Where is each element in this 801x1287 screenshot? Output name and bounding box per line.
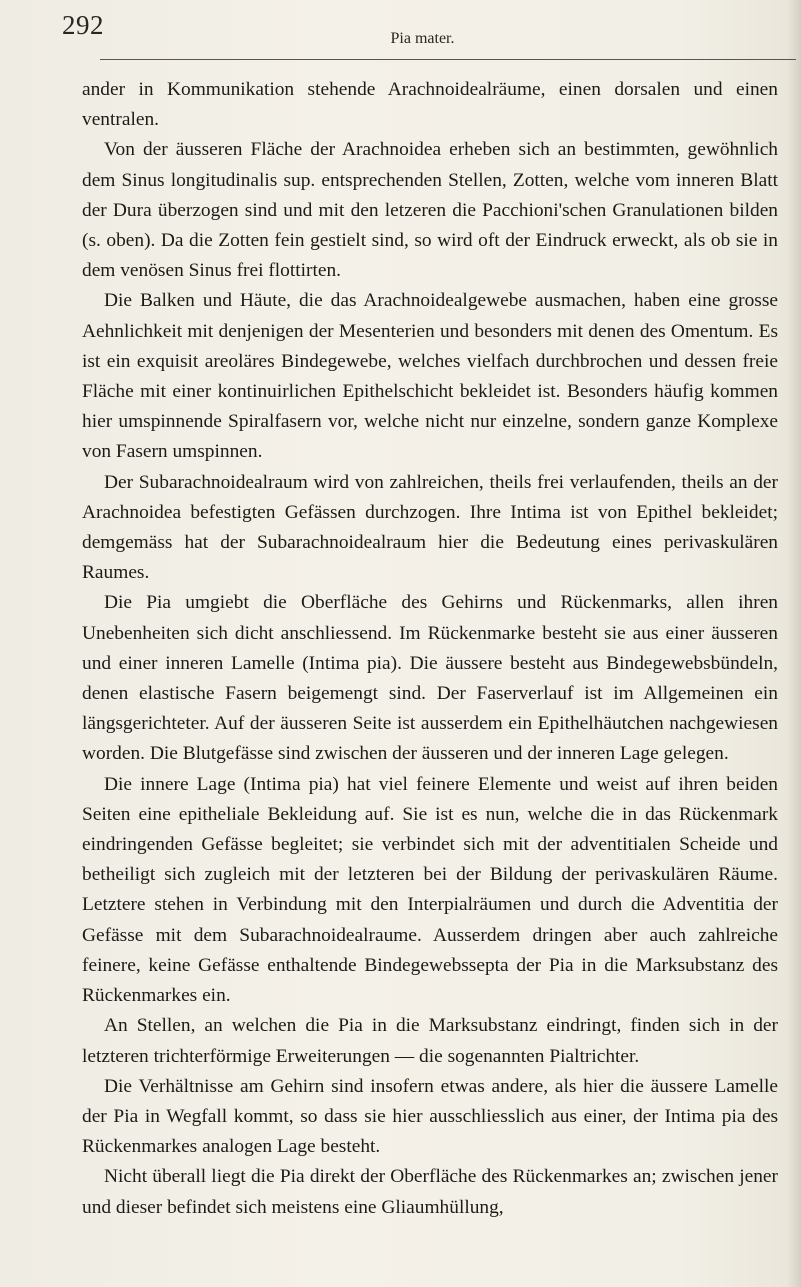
header-rule [100,59,796,60]
paragraph: Nicht überall liegt die Pia direkt der Oberfläche des Rückenmarkes an; zwischen jener und dieser befindet sich meistens eine Gliaumhüllung, [82,1166,778,1218]
paragraph: Die Pia umgiebt die Oberfläche des Gehirns und Rückenmarks, allen ihren Unebenheiten sich dicht anschliessend. Im Rückenmarke besteht sie aus einer äusseren und einer inneren Lamelle (Intima pia). Die äussere besteht aus Bindegewebsbündeln, denen elastische Fasern beigemengt sind. Der Faserverlauf ist im Allgemeinen ein längsgerichteter. Auf der äusseren Seite ist ausserdem ein Epithelhäutchen nachgewiesen worden. Die Blutgefässe sind zwischen der äusseren und der inneren Lage gelegen. [82,592,778,765]
paragraph: Die innere Lage (Intima pia) hat viel feinere Elemente und weist auf ihren beiden Seiten eine epitheliale Bekleidung auf. Sie ist es nun, welche die in das Rückenmark eindringenden Gefässe begleitet; sie verbindet sich mit der adventitialen Scheide und betheiligt sich zugleich mit der letzteren bei der Bildung der perivaskulären Räume. Letztere stehen in Verbindung mit den Interpialräumen und durch die Adventitia der Gefässe mit dem Subarachnoidealraume. Ausserdem dringen aber auch zahlreiche feinere, keine Gefässe enthaltende Bindegewebssepta der Pia in die Marksubstanz des Rückenmarkes ein. [82,773,778,1007]
paragraph: Der Subarachnoidealraum wird von zahlreichen, theils frei verlaufenden, theils an der Arachnoidea befestigten Gefässen durchzogen. Ihre Intima ist von Epithel bekleidet; demgemäss hat der Subarachnoidealraum hier die Bedeutung eines perivaskulären Raumes. [82,471,778,584]
paragraph: ander in Kommunikation stehende Arachnoidealräume, einen dorsalen und einen ventralen. [82,79,778,131]
page-edge-shadow [787,0,801,1287]
running-head-title: Pia mater. [390,30,455,47]
running-head [0,30,801,48]
paragraph: Die Balken und Häute, die das Arachnoidealgewebe ausmachen, haben eine grosse Aehnlichkeit mit denjenigen der Mesenterien und besonders mit denen des Omentum. Es ist ein exquisit areoläres Bindegewebe, welches vielfach durchbrochen und dessen freie Fläche mit einer kontinuirlichen Epithelschicht bekleidet ist. Besonders häufig kommen hier umspinnende Spiralfasern vor, welche nicht nur einzelne, sondern ganze Komplexe von Fasern umspinnen. [82,290,778,463]
paragraph: Die Verhältnisse am Gehirn sind insofern etwas andere, als hier die äussere Lamelle der Pia in Wegfall kommt, so dass sie hier ausschliesslich aus einer, der Intima pia des Rückenmarkes analogen Lage besteht. [82,1075,778,1158]
page-number: 292 [62,10,104,40]
body-text [82,75,778,1223]
paragraph: Von der äusseren Fläche der Arachnoidea erheben sich an bestimmten, gewöhnlich dem Sinus longitudinalis sup. entsprechenden Stellen, Zotten, welche vom inneren Blatt der Dura überzogen sind und mit den letzeren die Pacchioni'schen Granulationen bilden (s. oben). Da die Zotten fein gestielt sind, so wird oft der Eindruck erweckt, als ob sie in dem venösen Sinus frei flottirten. [82,139,778,282]
paragraph: An Stellen, an welchen die Pia in die Marksubstanz eindringt, finden sich in der letzteren trichterförmige Erweiterungen — die sogenannten Pialtrichter. [82,1015,778,1067]
